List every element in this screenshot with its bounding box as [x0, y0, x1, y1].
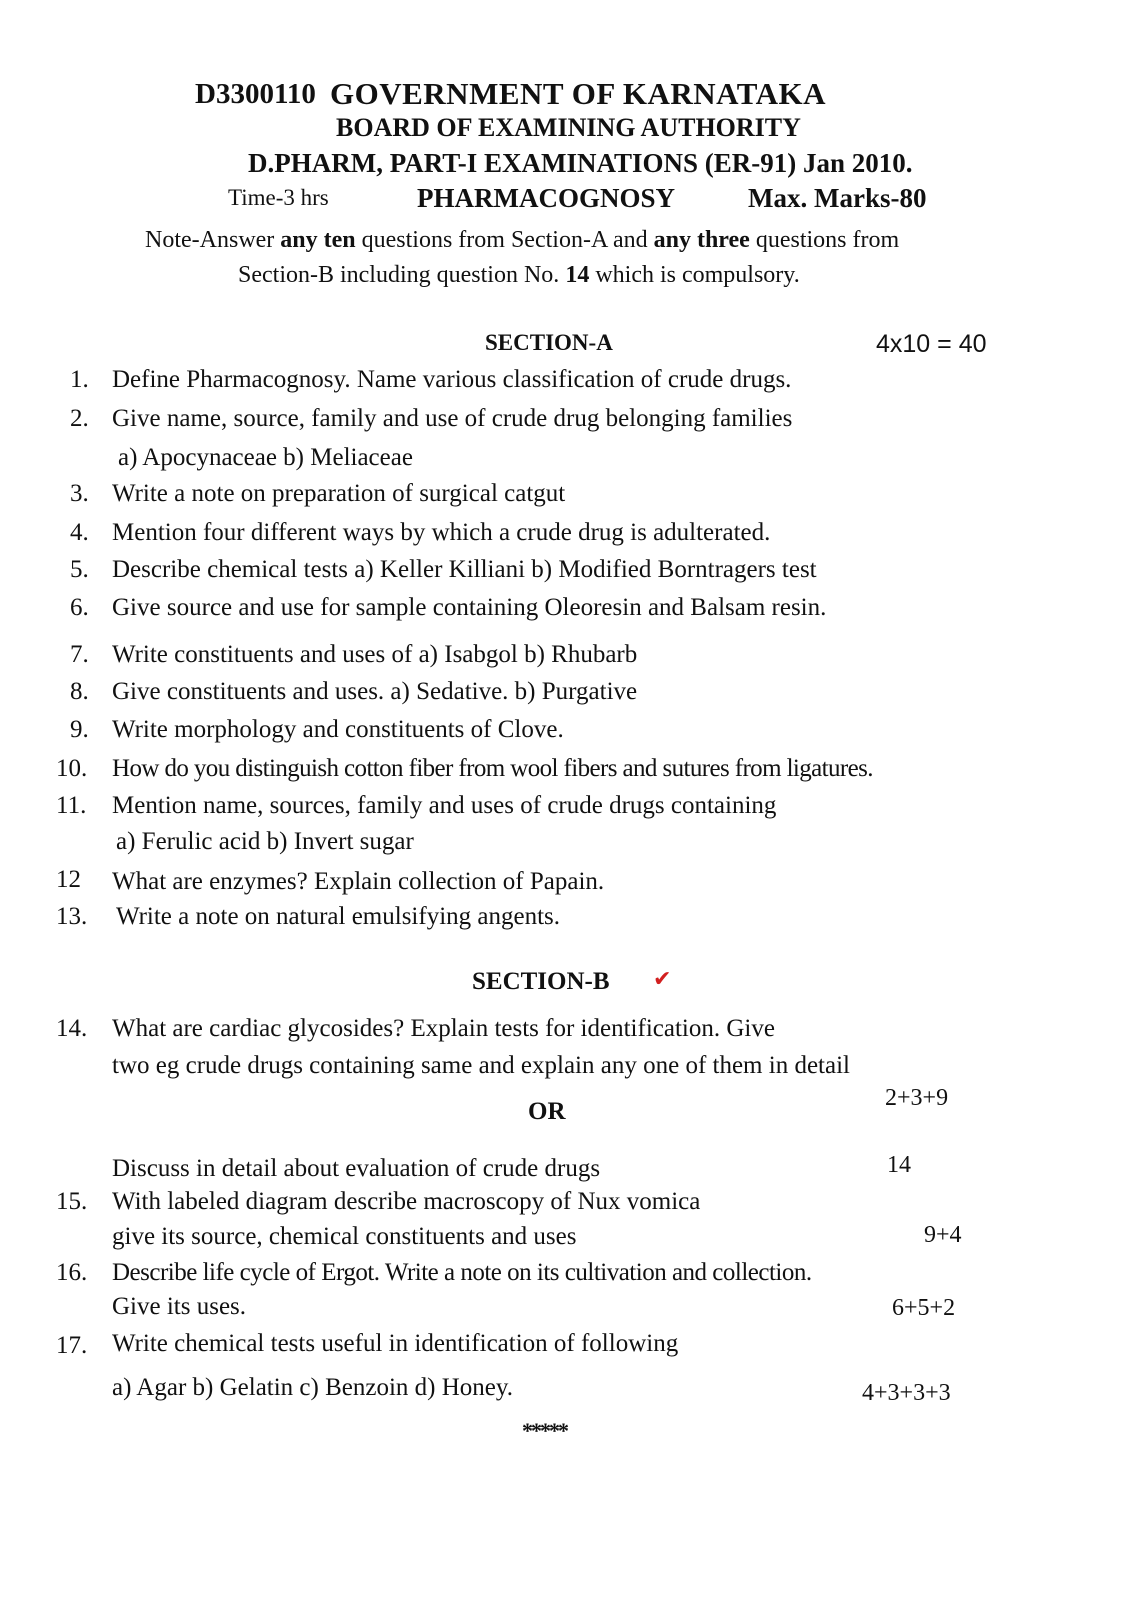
question-number: 16.	[56, 1259, 88, 1286]
question-number: 11.	[56, 792, 87, 819]
note-emphasis: 14	[565, 262, 590, 288]
question-text: a) Agar b) Gelatin c) Benzoin d) Honey.	[112, 1374, 514, 1401]
question-text: Write chemical tests useful in identification of following	[112, 1330, 679, 1357]
government-title: GOVERNMENT OF KARNATAKA	[330, 76, 827, 111]
instructions-line-1	[145, 227, 899, 254]
question-text: Describe life cycle of Ergot. Write a note on its cultivation and collection.	[112, 1259, 812, 1286]
note-text: questions from Section-A and	[355, 227, 654, 253]
question-marks: 9+4	[924, 1222, 962, 1248]
question-marks: 4+3+3+3	[862, 1380, 951, 1406]
section-a-marks: 4x10 = 40	[876, 330, 987, 358]
section-a-title: SECTION-A	[485, 330, 613, 355]
question-text: Give name, source, family and use of crude drug belonging families	[112, 405, 793, 432]
question-marks: 14	[887, 1152, 911, 1178]
question-marks: 6+5+2	[892, 1295, 956, 1321]
paper-code: D3300110	[195, 78, 316, 110]
note-text: which is compulsory.	[589, 262, 800, 288]
question-number: 10.	[56, 755, 88, 782]
question-number: 12	[56, 866, 81, 893]
end-marker: *****	[522, 1418, 567, 1443]
question-number: 1.	[70, 366, 89, 393]
question-text: Give its uses.	[112, 1293, 247, 1320]
question-number: 2.	[70, 405, 89, 432]
question-marks: 2+3+9	[885, 1085, 949, 1111]
checkmark-icon: ✔	[653, 966, 672, 991]
question-number: 14.	[56, 1015, 88, 1042]
note-text: questions from	[749, 227, 900, 253]
max-marks: Max. Marks-80	[748, 183, 927, 213]
question-number: 9.	[70, 716, 89, 743]
question-number: 4.	[70, 519, 89, 546]
question-number: 6.	[70, 594, 89, 621]
question-text: Discuss in detail about evaluation of crude drugs	[112, 1155, 601, 1182]
question-text: Give source and use for sample containing Oleoresin and Balsam resin.	[112, 594, 827, 621]
question-text: With labeled diagram describe macroscopy of Nux vomica	[112, 1188, 701, 1215]
question-text: Mention four different ways by which a crude drug is adulterated.	[112, 519, 771, 546]
question-number: 17.	[56, 1332, 88, 1359]
note-text: Note-Answer	[145, 227, 281, 253]
question-text: How do you distinguish cotton fiber from wool fibers and sutures from ligatures.	[112, 755, 873, 782]
question-number: 7.	[70, 641, 89, 668]
question-text: Give constituents and uses. a) Sedative. b) Purgative	[112, 678, 638, 705]
question-number: 13.	[56, 903, 88, 930]
subject-title: PHARMACOGNOSY	[417, 183, 675, 213]
question-number: 5.	[70, 556, 89, 583]
question-text: give its source, chemical constituents and uses	[112, 1223, 577, 1250]
question-text: a) Ferulic acid b) Invert sugar	[116, 828, 414, 855]
exam-title: D.PHARM, PART-I EXAMINATIONS (ER-91) Jan 2010.	[248, 148, 913, 178]
board-title: BOARD OF EXAMINING AUTHORITY	[336, 113, 801, 142]
question-text: Define Pharmacognosy. Name various classification of crude drugs.	[112, 366, 792, 393]
question-text: Describe chemical tests a) Keller Killiani b) Modified Borntragers test	[112, 556, 817, 583]
exam-time: Time-3 hrs	[228, 185, 329, 210]
question-text: Write a note on natural emulsifying angents.	[116, 903, 561, 930]
note-emphasis: any three	[653, 227, 750, 253]
question-text: two eg crude drugs containing same and explain any one of them in detail	[112, 1052, 850, 1079]
question-text: Mention name, sources, family and uses of crude drugs containing	[112, 792, 777, 819]
instructions-line-2	[238, 262, 800, 289]
question-text: What are enzymes? Explain collection of Papain.	[112, 868, 605, 895]
question-number: 8.	[70, 678, 89, 705]
or-divider: OR	[528, 1098, 566, 1125]
question-number: 3.	[70, 480, 89, 507]
question-text: Write morphology and constituents of Clove.	[112, 716, 564, 743]
note-text: Section-B including question No.	[238, 262, 566, 288]
question-number: 15.	[56, 1188, 88, 1215]
question-text: a) Apocynaceae b) Meliaceae	[118, 444, 413, 471]
question-text: What are cardiac glycosides? Explain tests for identification. Give	[112, 1015, 775, 1042]
question-text: Write constituents and uses of a) Isabgol b) Rhubarb	[112, 641, 638, 668]
question-text: Write a note on preparation of surgical catgut	[112, 480, 566, 507]
note-emphasis: any ten	[280, 227, 356, 253]
section-b-title: SECTION-B	[472, 968, 610, 995]
